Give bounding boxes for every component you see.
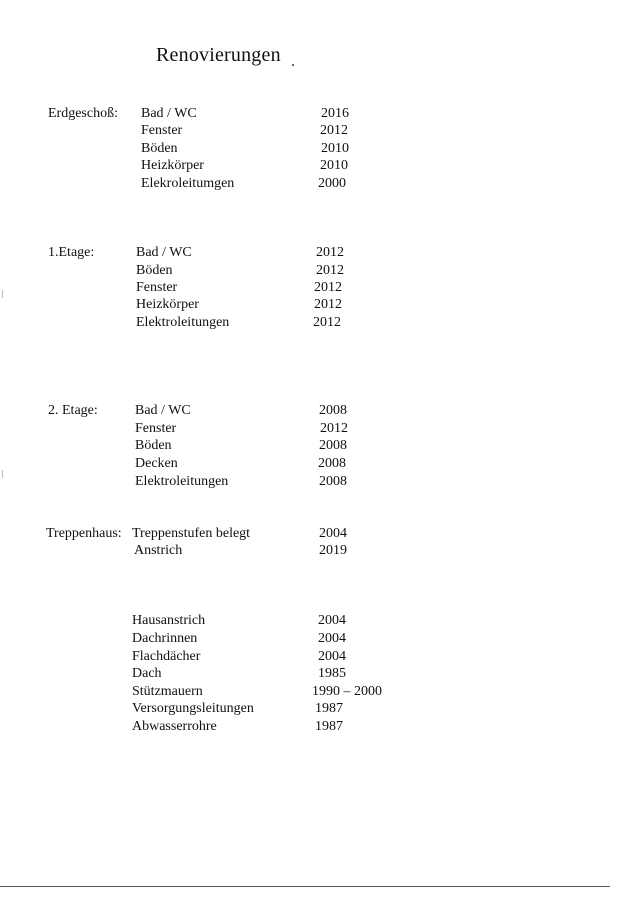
item-year: 2012	[314, 280, 342, 295]
item-year: 2012	[314, 297, 342, 312]
item-year: 2008	[319, 403, 347, 418]
item-name: Böden	[141, 141, 178, 156]
item-name: Dachrinnen	[132, 631, 198, 646]
item-year: 1990 – 2000	[312, 684, 382, 699]
item-name: Decken	[135, 456, 178, 471]
item-year: 2004	[318, 649, 346, 664]
item-year: 2008	[318, 456, 346, 471]
item-year: 2012	[316, 245, 344, 260]
item-year: 2004	[318, 631, 346, 646]
item-name: Fenster	[136, 280, 178, 295]
item-name: Treppenstufen belegt	[132, 526, 251, 541]
item-year: 2012	[313, 315, 341, 330]
item-name: Fenster	[141, 123, 183, 138]
item-year: 2012	[320, 421, 348, 436]
scan-edge-mark	[2, 470, 3, 478]
page-title: Renovierungen	[156, 44, 281, 66]
item-name: Dach	[132, 666, 162, 681]
item-name: Bad / WC	[136, 245, 192, 260]
item-name: Bad / WC	[135, 403, 191, 418]
item-year: 2019	[319, 543, 347, 558]
item-name: Böden	[135, 438, 172, 453]
item-name: Elektroleitungen	[136, 315, 230, 330]
section-label: 1.Etage:	[48, 245, 95, 260]
item-name: Anstrich	[134, 543, 183, 558]
item-name: Abwasserrohre	[132, 719, 217, 734]
item-name: Elektroleitungen	[135, 474, 229, 489]
item-year: 2008	[319, 438, 347, 453]
item-year: 2012	[320, 123, 348, 138]
item-year: 2008	[319, 474, 347, 489]
item-year: 2010	[321, 141, 349, 156]
item-name: Flachdächer	[132, 649, 201, 664]
item-year: 2004	[318, 613, 346, 628]
item-year: 2000	[318, 176, 346, 191]
item-year: 2010	[320, 158, 348, 173]
item-name: Hausanstrich	[132, 613, 206, 628]
item-year: 2016	[321, 106, 349, 121]
item-year: 1985	[318, 666, 346, 681]
scan-edge-mark	[2, 290, 3, 298]
item-name: Heizkörper	[136, 297, 199, 312]
section-label: 2. Etage:	[48, 403, 98, 418]
item-year: 2012	[316, 263, 344, 278]
item-year: 1987	[315, 719, 343, 734]
item-name: Bad / WC	[141, 106, 197, 121]
item-year: 1987	[315, 701, 343, 716]
item-year: 2004	[319, 526, 347, 541]
title-dot	[292, 64, 294, 66]
item-name: Versorgungsleitungen	[132, 701, 254, 716]
item-name: Elekroleitumgen	[141, 176, 235, 191]
section-label: Treppenhaus:	[46, 526, 122, 541]
item-name: Stützmauern	[132, 684, 203, 699]
section-label: Erdgeschoß:	[48, 106, 118, 121]
item-name: Böden	[136, 263, 173, 278]
bottom-edge-line	[0, 886, 610, 887]
item-name: Fenster	[135, 421, 177, 436]
item-name: Heizkörper	[141, 158, 204, 173]
